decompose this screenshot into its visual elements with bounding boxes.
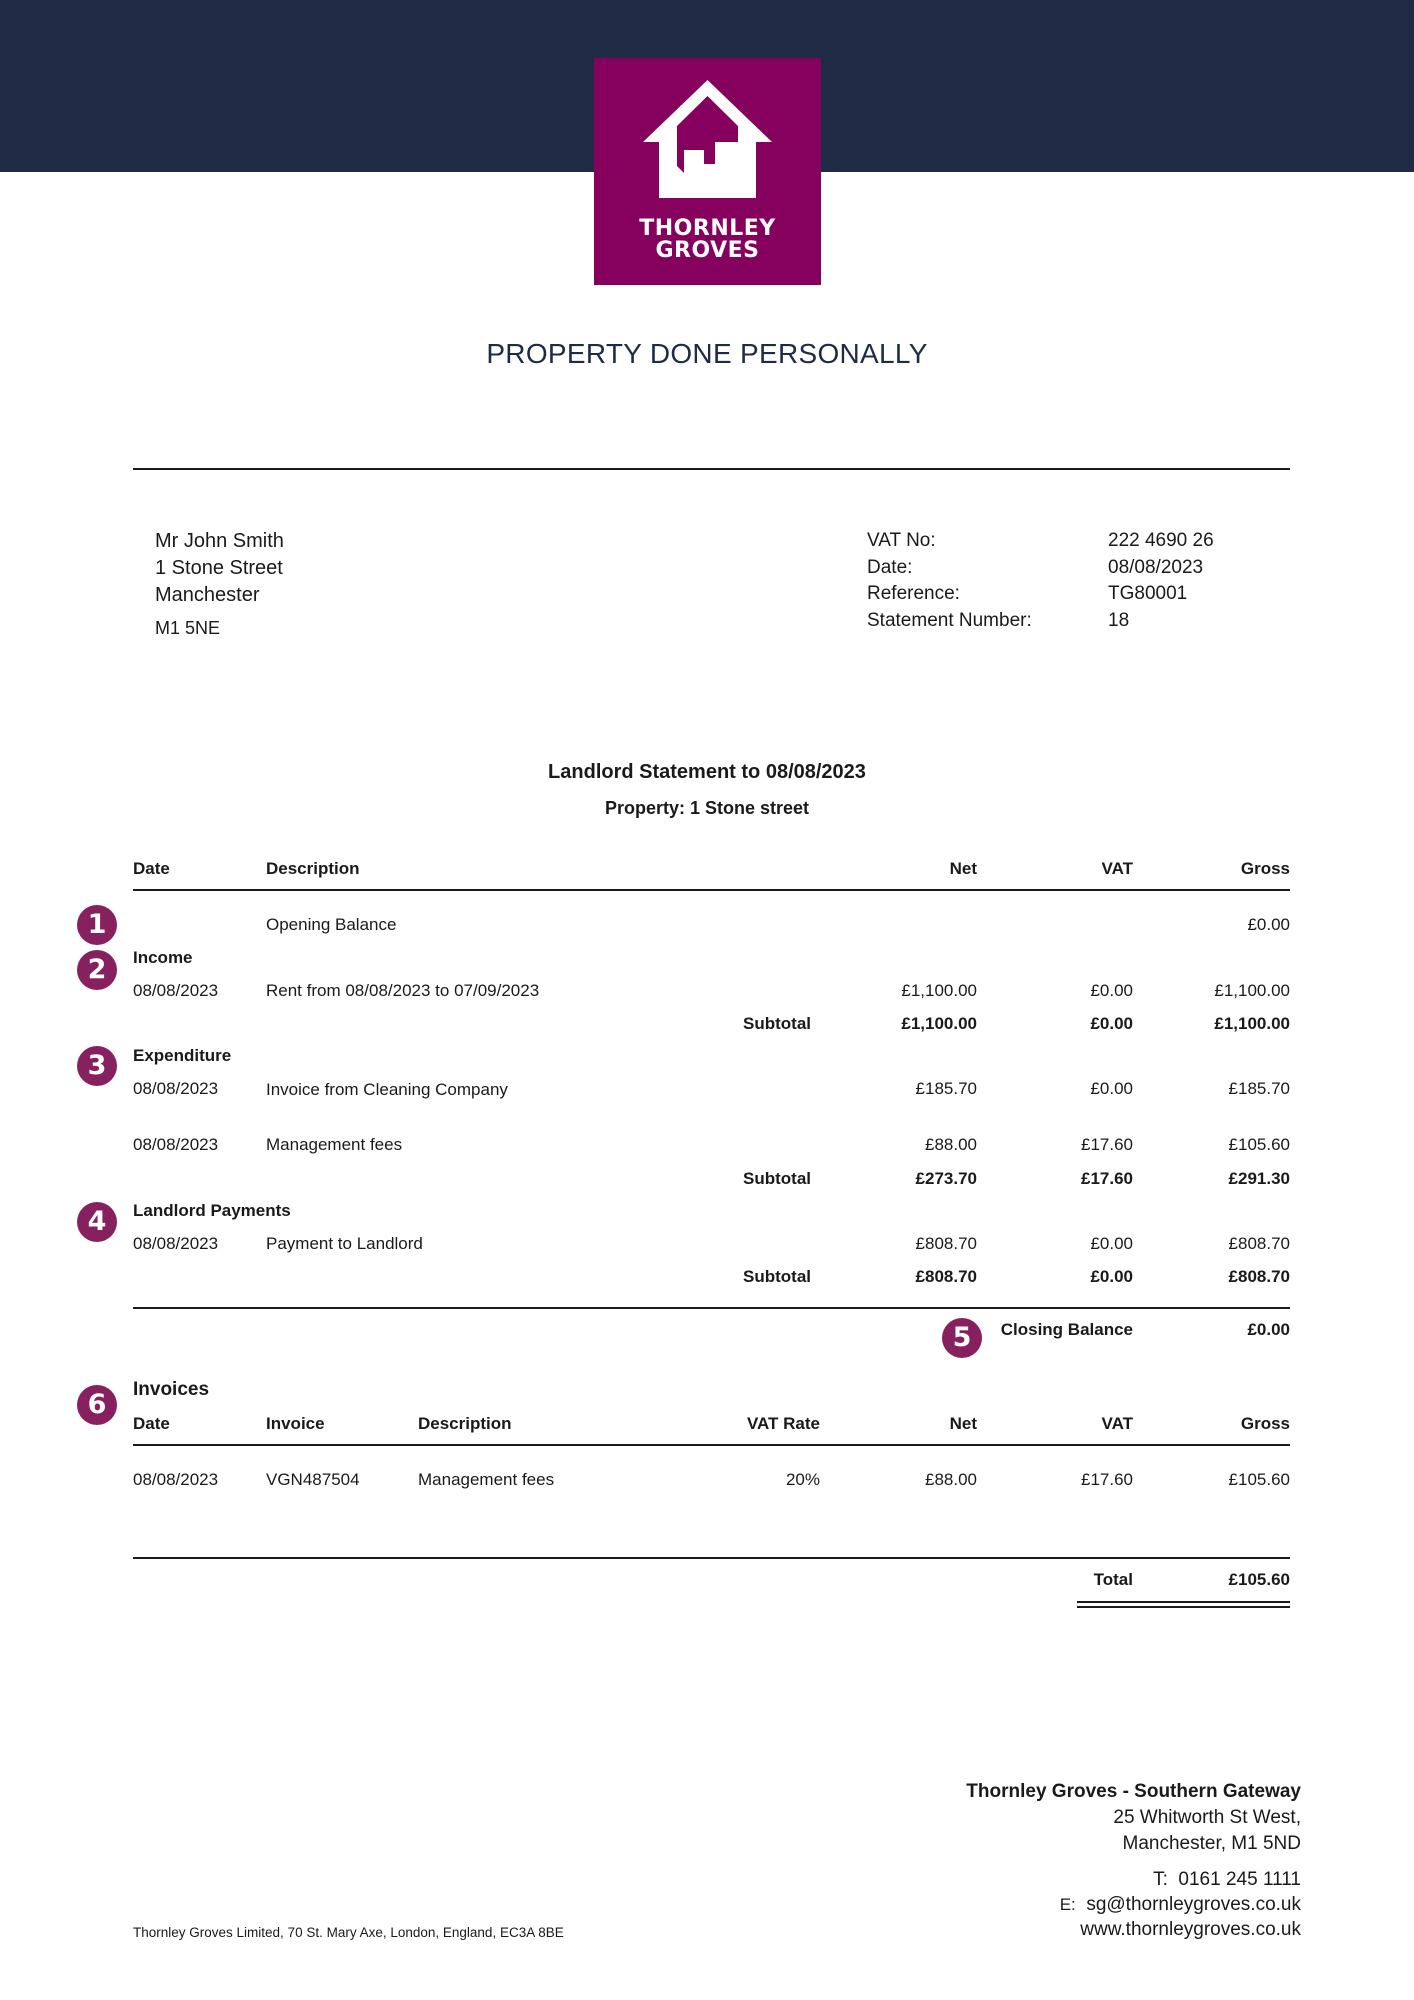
recipient-address (155, 528, 284, 642)
col-header-date: Date (133, 859, 170, 878)
row-gross: £808.70 (1228, 1234, 1290, 1253)
logo-line-2: GROVES (655, 238, 760, 263)
col-header-gross: Gross (1240, 859, 1290, 878)
logo-wordmark (594, 218, 821, 262)
col-header-description: Description (266, 859, 360, 878)
invoice-description: Management fees (418, 1470, 555, 1489)
subtotal-net: £273.70 (915, 1169, 977, 1188)
website-link[interactable]: www.thornleygroves.co.uk (1080, 1919, 1301, 1940)
recipient-street: 1 Stone Street (155, 557, 283, 579)
callout-badge-4: 4 (77, 1202, 117, 1242)
statement-meta-values (1108, 528, 1214, 634)
row-vat: £17.60 (1081, 1135, 1133, 1154)
subtotal-gross: £291.30 (1228, 1169, 1290, 1188)
total-double-underline-bottom (1077, 1606, 1290, 1608)
invoice-date: 08/08/2023 (133, 1470, 219, 1489)
invoice-net: £88.00 (925, 1470, 977, 1489)
meta-label-vat-no: VAT No: (867, 530, 936, 551)
subtotal-gross: £1,100.00 (1214, 1014, 1290, 1033)
closing-divider (133, 1307, 1290, 1309)
header-divider (133, 468, 1290, 470)
meta-value-statement-number: 18 (1108, 609, 1130, 631)
expenditure-section-title: Expenditure (133, 1046, 232, 1065)
row-net: £88.00 (925, 1135, 977, 1154)
meta-label-reference: Reference: (867, 583, 960, 604)
company-legal-address: Thornley Groves Limited, 70 St. Mary Axe, London, England, EC3A 8BE (133, 1925, 564, 1940)
property-title: Property: 1 Stone street (604, 798, 810, 818)
invoice-col-header-gross: Gross (1240, 1414, 1290, 1433)
office-city: Manchester, M1 5ND (1122, 1833, 1301, 1854)
landlord-payments-section-title: Landlord Payments (133, 1201, 291, 1220)
row-net: £1,100.00 (901, 981, 977, 1000)
invoice-gross: £105.60 (1228, 1470, 1290, 1489)
phone-label: T: (1153, 1869, 1168, 1890)
meta-value-vat-no: 222 4690 26 (1108, 530, 1214, 551)
row-date: 08/08/2023 (133, 981, 219, 1000)
invoice-header-divider (133, 1444, 1290, 1446)
invoice-total-label: Total (1093, 1570, 1133, 1589)
meta-value-reference: TG80001 (1108, 583, 1188, 604)
row-description: Invoice from Cleaning Company (266, 1080, 508, 1099)
row-gross: £185.70 (1228, 1079, 1290, 1098)
statement-meta-labels (867, 528, 1032, 634)
row-date: 08/08/2023 (133, 1234, 219, 1253)
invoice-col-header-net: Net (949, 1414, 977, 1433)
invoice-total-divider (133, 1557, 1290, 1559)
callout-badge-6: 6 (77, 1385, 117, 1425)
phone-number[interactable]: 0161 245 1111 (1178, 1869, 1301, 1890)
recipient-name: Mr John Smith (155, 530, 284, 552)
invoice-col-header-vat: VAT (1101, 1414, 1133, 1433)
row-description: Payment to Landlord (266, 1234, 423, 1253)
recipient-city: Manchester (155, 584, 260, 606)
closing-balance-label: Closing Balance (1000, 1320, 1133, 1339)
callout-badge-1: 1 (77, 905, 117, 945)
total-double-underline-top (1077, 1601, 1290, 1603)
invoice-col-header-invoice: Invoice (266, 1414, 325, 1433)
col-header-vat: VAT (1101, 859, 1133, 878)
statement-title: Landlord Statement to 08/08/2023 (548, 761, 866, 783)
opening-balance-gross: £0.00 (1247, 915, 1290, 934)
row-gross: £105.60 (1228, 1135, 1290, 1154)
email-link[interactable]: sg@thornleygroves.co.uk (1086, 1894, 1301, 1915)
row-net: £185.70 (915, 1079, 977, 1098)
subtotal-label: Subtotal (743, 1014, 811, 1033)
row-vat: £0.00 (1090, 981, 1133, 1000)
subtotal-net: £1,100.00 (901, 1014, 977, 1033)
callout-badge-2: 2 (77, 950, 117, 990)
recipient-postcode: M1 5NE (155, 618, 221, 638)
invoices-section-title: Invoices (133, 1379, 210, 1400)
meta-value-date: 08/08/2023 (1108, 556, 1204, 578)
email-line (1060, 1892, 1301, 1917)
callout-badge-3: 3 (77, 1046, 117, 1086)
invoice-col-header-date: Date (133, 1414, 170, 1433)
callout-badge-5: 5 (942, 1318, 982, 1358)
company-logo (594, 58, 821, 285)
opening-balance-label: Opening Balance (266, 915, 397, 934)
office-street: 25 Whitworth St West, (1113, 1807, 1301, 1828)
table-header-divider (133, 889, 1290, 891)
phone-line (1060, 1867, 1301, 1892)
invoice-col-header-vat-rate: VAT Rate (746, 1414, 820, 1433)
invoice-vat-rate: 20% (785, 1470, 820, 1489)
subtotal-vat: £17.60 (1081, 1169, 1133, 1188)
invoice-total-value: £105.60 (1228, 1570, 1290, 1589)
row-date: 08/08/2023 (133, 1079, 219, 1098)
row-description: Rent from 08/08/2023 to 07/09/2023 (266, 981, 540, 1000)
subtotal-net: £808.70 (915, 1267, 977, 1286)
row-description: Management fees (266, 1135, 403, 1154)
office-name: Thornley Groves - Southern Gateway (966, 1781, 1301, 1802)
meta-label-statement-number: Statement Number: (867, 609, 1032, 631)
row-vat: £0.00 (1090, 1079, 1133, 1098)
row-vat: £0.00 (1090, 1234, 1133, 1253)
invoice-number: VGN487504 (266, 1470, 360, 1489)
invoice-col-header-description: Description (418, 1414, 512, 1433)
income-section-title: Income (133, 948, 193, 967)
email-label: E: (1059, 1895, 1076, 1914)
office-contact (1060, 1867, 1301, 1942)
office-address (966, 1779, 1301, 1857)
subtotal-label: Subtotal (743, 1169, 811, 1188)
tagline: PROPERTY DONE PERSONALLY (486, 338, 928, 369)
subtotal-gross: £808.70 (1228, 1267, 1290, 1286)
subtotal-label: Subtotal (743, 1267, 811, 1286)
col-header-net: Net (949, 859, 977, 878)
row-net: £808.70 (915, 1234, 977, 1253)
invoice-vat: £17.60 (1081, 1470, 1133, 1489)
subtotal-vat: £0.00 (1090, 1014, 1133, 1033)
row-gross: £1,100.00 (1214, 981, 1290, 1000)
logo-line-1: THORNLEY (639, 216, 776, 241)
house-icon (640, 78, 775, 208)
meta-label-date: Date: (867, 556, 913, 578)
closing-balance-gross: £0.00 (1247, 1320, 1290, 1339)
row-date: 08/08/2023 (133, 1135, 219, 1154)
subtotal-vat: £0.00 (1090, 1267, 1133, 1286)
